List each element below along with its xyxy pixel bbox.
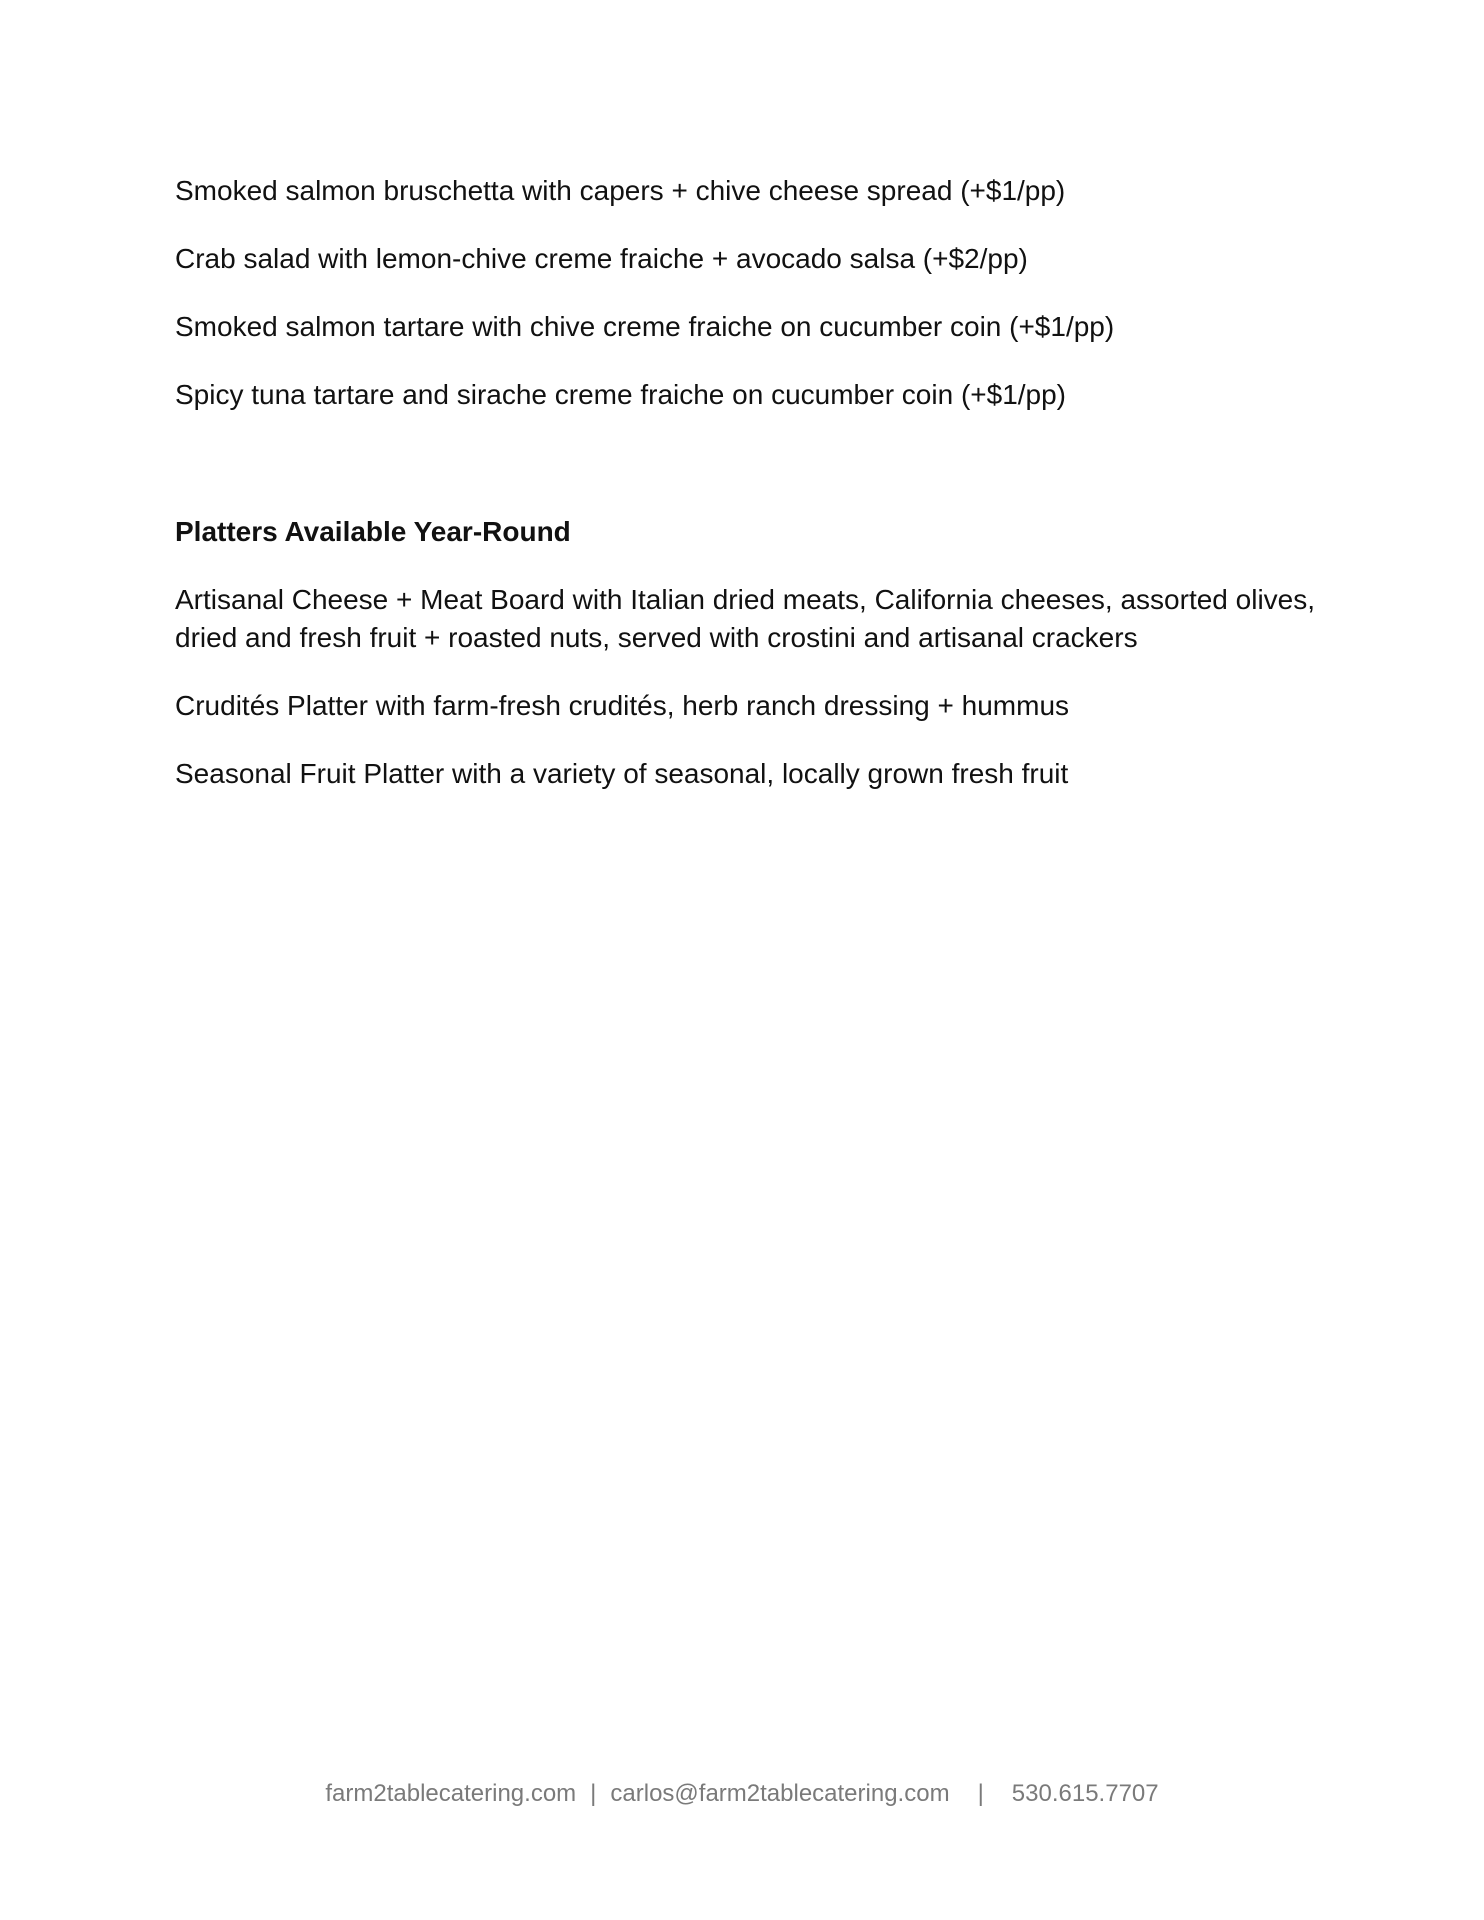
menu-content bbox=[175, 172, 1355, 823]
platter-item: Artisanal Cheese + Meat Board with Italian dried meats, California cheeses, assorted olives, dried and fresh fruit + roasted nuts, served with crostini and artisanal crackers bbox=[175, 584, 1316, 653]
appetizer-item: Crab salad with lemon-chive creme fraiche + avocado salsa (+$2/pp) bbox=[175, 243, 1028, 274]
footer-separator: | bbox=[977, 1780, 984, 1807]
page-footer bbox=[0, 1778, 1484, 1810]
footer-email: carlos@farm2tablecatering.com bbox=[610, 1780, 950, 1807]
appetizer-item: Smoked salmon bruschetta with capers + chive cheese spread (+$1/pp) bbox=[175, 175, 1066, 206]
footer-website: farm2tablecatering.com bbox=[325, 1780, 577, 1807]
footer-separator: | bbox=[590, 1780, 597, 1807]
footer-phone: 530.615.7707 bbox=[1011, 1780, 1159, 1807]
platter-item: Crudités Platter with farm-fresh crudités, herb ranch dressing + hummus bbox=[175, 690, 1070, 721]
appetizer-item: Smoked salmon tartare with chive creme fraiche on cucumber coin (+$1/pp) bbox=[175, 311, 1115, 342]
appetizer-item: Spicy tuna tartare and sirache creme fraiche on cucumber coin (+$1/pp) bbox=[175, 379, 1067, 410]
section-spacer bbox=[175, 444, 1355, 513]
platters-heading: Platters Available Year-Round bbox=[175, 516, 571, 547]
platter-item: Seasonal Fruit Platter with a variety of seasonal, locally grown fresh fruit bbox=[175, 758, 1069, 789]
